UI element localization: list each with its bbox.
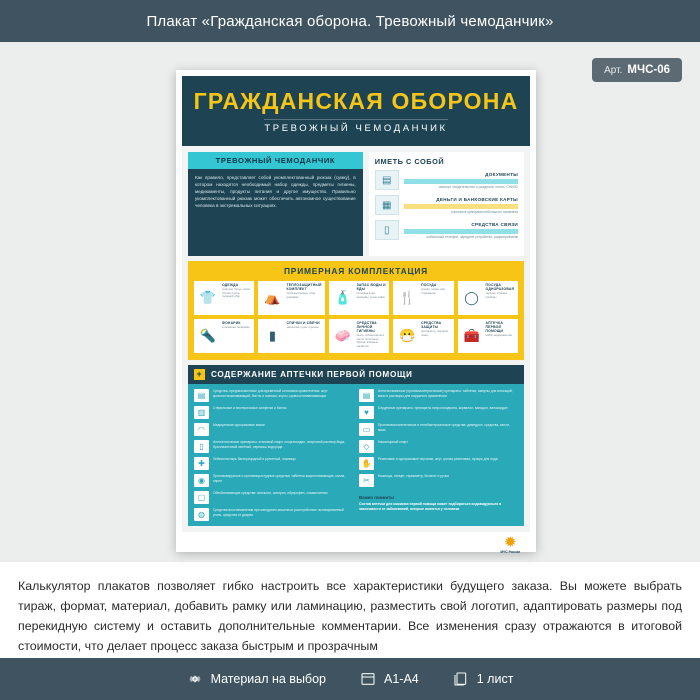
kit-heading: ПРИМЕРНАЯ КОМПЛЕКТАЦИЯ bbox=[283, 266, 428, 276]
dishes-icon: 🍴 bbox=[398, 290, 416, 305]
kit-item-desc: комплект белья, носки, тёплая куртка, головной убор bbox=[222, 288, 251, 298]
medkit-note-title: Важно помнить! bbox=[359, 495, 395, 500]
medkit-note-text: Состав аптечки для оказания первой помощи может подбираться индивидуально в зависимости от заболеваний, которые имеются у человека bbox=[359, 502, 502, 512]
product-description: Калькулятор плакатов позволяет гибко настроить все характеристики будущего заказа. Вы можете выбрать тираж, формат, материал, добавить рамку или ламинацию, разместить свой логотип, адаптировать размеры под перекидную систему и оставить дополнительные комментарии. Все изменения сразу отражаются в итоговой стоимости, что делает процесс заказа быстрым и прозрачным bbox=[18, 579, 682, 654]
medkit-item-text: Противовоспалительные и антибактериальные средства: димедрол, средства, капли, мази bbox=[378, 423, 510, 432]
medkit-item bbox=[359, 389, 518, 402]
emblem-label: МЧС России bbox=[500, 550, 520, 554]
carry-item bbox=[375, 220, 518, 240]
carry-item-title: ДЕНЬГИ И БАНКОВСКИЕ КАРТЫ bbox=[436, 196, 518, 202]
kit-item-desc: и запасные батарейки bbox=[222, 326, 250, 329]
kit-item bbox=[194, 281, 254, 315]
napkin-icon: ▥ bbox=[194, 406, 209, 419]
poster-header bbox=[182, 76, 530, 146]
emblem bbox=[501, 536, 521, 554]
option-format[interactable] bbox=[360, 671, 419, 687]
kit-item bbox=[393, 281, 453, 315]
gear-icon bbox=[187, 671, 203, 687]
window-header bbox=[0, 0, 700, 42]
scissors-icon: ✂ bbox=[359, 474, 374, 487]
cross-icon: + bbox=[194, 369, 205, 380]
emblem-icon: ✹ bbox=[503, 534, 517, 551]
heart-icon: ♥ bbox=[359, 406, 374, 419]
blanket-icon: ⛺ bbox=[264, 290, 281, 305]
kit-item-title: ОДЕЖДА bbox=[222, 283, 239, 287]
medkit-note bbox=[359, 495, 518, 512]
ammonia-icon: ◇ bbox=[359, 440, 374, 453]
bandage-icon: ▤ bbox=[194, 389, 209, 402]
medkit-item bbox=[359, 457, 518, 470]
medkit-item bbox=[194, 440, 353, 453]
carry-item-desc: мобильный телефон, зарядное устройство, радиоприёмник bbox=[426, 234, 518, 239]
medkit-item-text: Противовирусные и противопростудные средства: таблетки жаропонижающие, капли, спреи bbox=[213, 474, 346, 483]
medkit-item bbox=[359, 423, 518, 436]
medkit-heading-row bbox=[188, 365, 524, 384]
clothes-icon: 👕 bbox=[199, 290, 217, 305]
carry-item-desc: наличные купюрами небольшого номинала bbox=[451, 209, 518, 214]
medkit-heading: СОДЕРЖАНИЕ АПТЕЧКИ ПЕРВОЙ ПОМОЩИ bbox=[211, 370, 413, 379]
medkit-item bbox=[359, 440, 518, 453]
passport-icon: ▤ bbox=[375, 170, 399, 190]
ointment-icon: ▭ bbox=[359, 423, 374, 436]
kit-item bbox=[258, 281, 324, 315]
medkit-item-text: Лейкопластырь бактерицидный и рулонный, ножницы bbox=[213, 457, 296, 461]
poster-preview[interactable] bbox=[176, 70, 536, 552]
kit-item-desc: тарелки, стаканы, приборы bbox=[485, 292, 508, 299]
plate-icon: ◯ bbox=[464, 290, 479, 305]
kit-item bbox=[458, 281, 518, 315]
medkit-item bbox=[359, 406, 518, 419]
painkiller-icon: ▢ bbox=[194, 491, 209, 504]
medkit-item bbox=[194, 508, 353, 521]
medkit-item-text: Нашатырный спирт bbox=[378, 440, 408, 444]
kit-item bbox=[329, 319, 389, 353]
kit-item-desc: мыло, зубная щётка и паста, полотенце, бритва, влажные салфетки bbox=[356, 334, 385, 348]
antihistamine-icon: ▤ bbox=[359, 389, 374, 402]
article-badge bbox=[592, 58, 682, 82]
medkit-item-text: Резиновые и одноразовые перчатки, жгут, грелка резиновая, пузырь для льда bbox=[378, 457, 498, 461]
medkit-item-text: Антисептические препараты: этиловый спирт, хлоргексидин, спиртовой раствор йода, бриллиантовый зелёный, перекись водорода bbox=[213, 440, 345, 449]
kit-item-title: АПТЕЧКА ПЕРВОЙ ПОМОЩИ bbox=[485, 321, 504, 333]
kit-item bbox=[329, 281, 389, 315]
kit-item-desc: зажигалка, сухое горючее bbox=[286, 326, 319, 329]
carry-card bbox=[369, 152, 524, 256]
kit-item bbox=[393, 319, 453, 353]
phone-icon: ▯ bbox=[375, 220, 399, 240]
kit-item-desc: кружка, ложка, нож, открывалка bbox=[421, 288, 446, 295]
carry-item-desc: паспорт, свидетельство о рождении, полис, СНИЛС bbox=[438, 184, 518, 189]
poster-title: ГРАЖДАНСКАЯ ОБОРОНА bbox=[193, 88, 519, 114]
carry-heading: ИМЕТЬ С СОБОЙ bbox=[374, 157, 445, 166]
option-format-label: А1-А4 bbox=[384, 672, 419, 686]
kit-item bbox=[194, 319, 254, 353]
kit-item-title: СРЕДСТВА ЗАЩИТЫ bbox=[421, 321, 442, 329]
kit-item-title: ЗАПАС ВОДЫ И ЕДЫ bbox=[356, 283, 386, 291]
medkit-item bbox=[194, 423, 353, 436]
pills-icon: ◉ bbox=[194, 474, 209, 487]
poster-footer bbox=[182, 532, 530, 554]
medkit-card bbox=[188, 365, 524, 526]
medkit-item-text: Обезболивающие средства: анальгин, аспирин, ибупрофен, спазмолитики bbox=[213, 491, 328, 495]
kit-item-desc: набор медикаментов bbox=[485, 334, 512, 337]
kit-item-desc: спальный мешок, плед, дождевик bbox=[286, 292, 316, 299]
carry-item bbox=[375, 170, 518, 190]
medkit-item bbox=[194, 406, 353, 419]
medkit-item-text: Ножницы, пинцет, термометр, блокнот и ручка bbox=[378, 474, 449, 478]
kit-item-desc: питьевая вода, консервы, сухие пайки bbox=[356, 292, 385, 299]
option-sheets-label: 1 лист bbox=[476, 672, 514, 686]
kit-item-title: ТЕПЛОЗАЩИТНЫЙ КОМПЛЕКТ bbox=[286, 283, 322, 291]
format-icon bbox=[360, 671, 376, 687]
antiseptic-icon: ▯ bbox=[194, 440, 209, 453]
options-bar bbox=[0, 658, 700, 700]
stomach-icon: ◍ bbox=[194, 508, 209, 521]
intro-text: Как правило, представляет собой укомплектованный рюкзак (сумку), в котором находятся необходимый набор одежды, предметы гигиены, медикаменты, продукты питания и другое имущество. Правильно укомплектованный рюкзак может обеспечить автономное существование человека в экстремальных ситуациях. bbox=[195, 175, 356, 209]
preview-canvas bbox=[0, 42, 700, 562]
kit-item-title: ПОСУДА bbox=[421, 283, 437, 287]
option-material[interactable] bbox=[187, 671, 326, 687]
money-icon: ▦ bbox=[375, 195, 399, 215]
water-icon: 🧴 bbox=[334, 290, 351, 305]
medkit-item-text: Сердечные препараты: препараты нитроглицерина, корвалол, валидол, валокордин bbox=[378, 406, 508, 410]
medkit-icon: 🧰 bbox=[463, 328, 480, 343]
carry-item-title: СРЕДСТВА СВЯЗИ bbox=[471, 221, 518, 227]
medkit-item bbox=[194, 474, 353, 487]
carry-item bbox=[375, 195, 518, 215]
kit-item-desc: респиратор, перчатки, плащ bbox=[421, 330, 449, 337]
face-mask-icon: ◠ bbox=[194, 423, 209, 436]
article-label: Арт. bbox=[604, 65, 623, 76]
medkit-item bbox=[194, 491, 353, 504]
carry-item-title: ДОКУМЕНТЫ bbox=[485, 171, 518, 177]
medkit-item-text: Стерильные и нестерильные салфетки и бинты bbox=[213, 406, 287, 410]
kit-item-title: ПОСУДА ОДНОРАЗОВАЯ bbox=[485, 283, 515, 291]
intro-card bbox=[188, 152, 363, 256]
medkit-item-text: Антигистаминные (противоаллергические) препараты: таблетки, ампулы для инъекций, мази и растворы для наружного применения bbox=[378, 389, 513, 398]
medkit-item bbox=[359, 474, 518, 487]
kit-item-title: СПИЧКИ И СВЕЧИ bbox=[286, 321, 320, 325]
option-sheets[interactable] bbox=[453, 671, 514, 687]
matches-icon: ▮ bbox=[268, 328, 277, 343]
kit-item-title: СРЕДСТВА ЛИЧНОЙ ГИГИЕНЫ bbox=[356, 321, 377, 333]
kit-item bbox=[258, 319, 324, 353]
page-title: Плакат «Гражданская оборона. Тревожный чемоданчик» bbox=[146, 12, 554, 30]
medkit-column-right bbox=[359, 389, 518, 521]
poster-subtitle: ТРЕВОЖНЫЙ ЧЕМОДАНЧИК bbox=[264, 119, 447, 134]
gloves-icon: ✋ bbox=[359, 457, 374, 470]
intro-heading: ТРЕВОЖНЫЙ ЧЕМОДАНЧИК bbox=[188, 152, 363, 169]
kit-item-title: ФОНАРИК bbox=[222, 321, 241, 325]
option-material-label: Материал на выбор bbox=[210, 672, 326, 686]
medkit-item-text: Медицинские одноразовые маски bbox=[213, 423, 265, 427]
article-code: МЧС-06 bbox=[627, 64, 670, 76]
medkit-item-text: Средства восстановления при желудочно-кишечных расстройствах: активированный уголь, средства от диареи bbox=[213, 508, 344, 517]
plaster-icon: ✚ bbox=[194, 457, 209, 470]
medkit-item bbox=[194, 457, 353, 470]
hygiene-icon: 🧼 bbox=[334, 328, 351, 343]
kit-card bbox=[188, 261, 524, 360]
kit-item bbox=[458, 319, 518, 353]
flashlight-icon: 🔦 bbox=[199, 328, 217, 343]
sheet-icon bbox=[453, 671, 469, 687]
mask-icon: 😷 bbox=[398, 328, 416, 343]
medkit-item-text: Средства, предназначенные для временной остановки кровотечения: жгут кровоостанавливающий, бинты и повязки, жгуты, кровоостанавливающие bbox=[213, 389, 328, 398]
medkit-item bbox=[194, 389, 353, 402]
medkit-column-left bbox=[194, 389, 353, 521]
